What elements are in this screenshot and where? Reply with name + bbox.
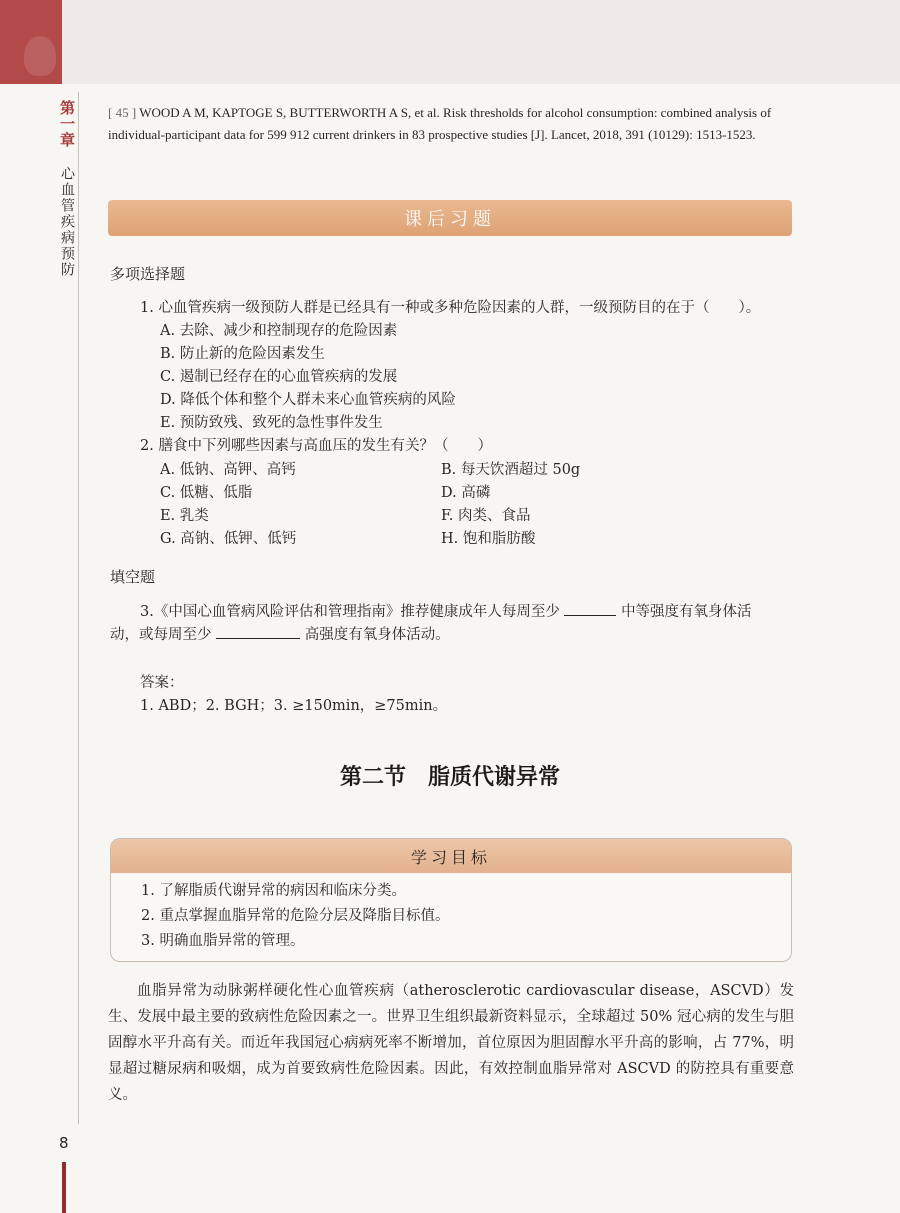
corner-color-block bbox=[0, 0, 62, 84]
body-paragraph: 血脂异常为动脉粥样硬化性心血管疾病（atherosclerotic cardiovascular disease，ASCVD）发生、发展中最主要的致病性危险因素之一。世界卫生组织最新资料显示，全球超过 50% 冠心病的发生与胆固醇水平升高有关。而近年我国冠心病病死率不断增加，首位原因为胆固醇水平升高的影响，占 77%，明显超过糖尿病和吸烟，成为首要致病性危险因素。因此，有效控制血脂异常对 ASCVD 的防控具有重要意义。 bbox=[108, 983, 794, 1103]
q2-option-c: C. 低糖、低脂 bbox=[160, 485, 253, 501]
q3-text-3: 动，或每周至少 bbox=[110, 627, 212, 643]
question-1: 1. 心血管疾病一级预防人群是已经具有一种或多种危险因素的人群，一级预防目的在于（ ）。 bbox=[140, 300, 761, 316]
chapter-name: 心血管疾病预防 bbox=[59, 166, 75, 278]
q3-blank-2 bbox=[216, 622, 300, 639]
q3-text-1: 3.《中国心血管病风险评估和管理指南》推荐健康成年人每周至少 bbox=[140, 604, 560, 620]
exercises-banner: 课后习题 bbox=[108, 200, 792, 236]
multi-choice-heading: 多项选择题 bbox=[110, 265, 186, 283]
margin-rule bbox=[78, 92, 79, 1124]
question-2: 2. 膳食中下列哪些因素与高血压的发生有关？（ ） bbox=[140, 438, 492, 454]
q3-blank-1 bbox=[564, 599, 616, 616]
page-number: 8 bbox=[59, 1134, 69, 1152]
section-title: 第二节 脂质代谢异常 bbox=[339, 765, 560, 790]
answer-heading: 答案： bbox=[140, 675, 184, 691]
goal-item: 2. 重点掌握血脂异常的危险分层及降脂目标值。 bbox=[141, 908, 450, 924]
header-band bbox=[62, 0, 900, 84]
goal-item: 1. 了解脂质代谢异常的病因和临床分类。 bbox=[141, 883, 406, 899]
q1-option-a: A. 去除、减少和控制现存的危险因素 bbox=[160, 323, 398, 339]
q1-option-b: B. 防止新的危险因素发生 bbox=[160, 346, 325, 362]
q3-text-2: 中等强度有氧身体活 bbox=[621, 604, 752, 620]
q2-option-e: E. 乳类 bbox=[160, 508, 209, 524]
q1-option-d: D. 降低个体和整个人群未来心血管疾病的风险 bbox=[160, 392, 456, 408]
goal-item: 3. 明确血脂异常的管理。 bbox=[141, 933, 305, 949]
reference-text: WOOD A M, KAPTOGE S, BUTTERWORTH A S, et al. Risk thresholds for alcohol consumption: combined analysis of individual-participant data for 599 912 current drinkers in 83 prospective studies [J]. Lancet, 2018, 391 (10129): 1513-1523. bbox=[108, 105, 772, 142]
q3-text-4: 高强度有氧身体活动。 bbox=[304, 627, 450, 643]
q2-option-d: D. 高磷 bbox=[441, 485, 491, 501]
q2-option-g: G. 高钠、低钾、低钙 bbox=[160, 531, 297, 547]
q1-option-c: C. 遏制已经存在的心血管疾病的发展 bbox=[160, 369, 398, 385]
fill-blank-heading: 填空题 bbox=[110, 568, 156, 586]
reference-index: [ 45 ] bbox=[108, 105, 137, 120]
q2-option-a: A. 低钠、高钾、高钙 bbox=[160, 462, 296, 478]
learning-goals-header: 学习目标 bbox=[111, 839, 791, 873]
learning-goals-list bbox=[111, 873, 791, 954]
chapter-label: 第一章 bbox=[58, 100, 76, 148]
margin-bar bbox=[62, 1162, 66, 1213]
answer-text: 1. ABD；2. BGH；3. ≥150min，≥75min。 bbox=[140, 698, 448, 714]
reference-entry bbox=[108, 102, 794, 146]
question-3-line-1 bbox=[140, 599, 752, 624]
learning-goals-box bbox=[110, 838, 792, 962]
q1-option-e: E. 预防致残、致死的急性事件发生 bbox=[160, 415, 383, 431]
q2-option-f: F. 肉类、食品 bbox=[441, 508, 531, 524]
heart-watermark-icon bbox=[24, 36, 56, 76]
question-3-line-2 bbox=[110, 622, 450, 647]
q2-option-h: H. 饱和脂肪酸 bbox=[441, 531, 536, 547]
q2-option-b: B. 每天饮酒超过 50g bbox=[441, 462, 581, 478]
